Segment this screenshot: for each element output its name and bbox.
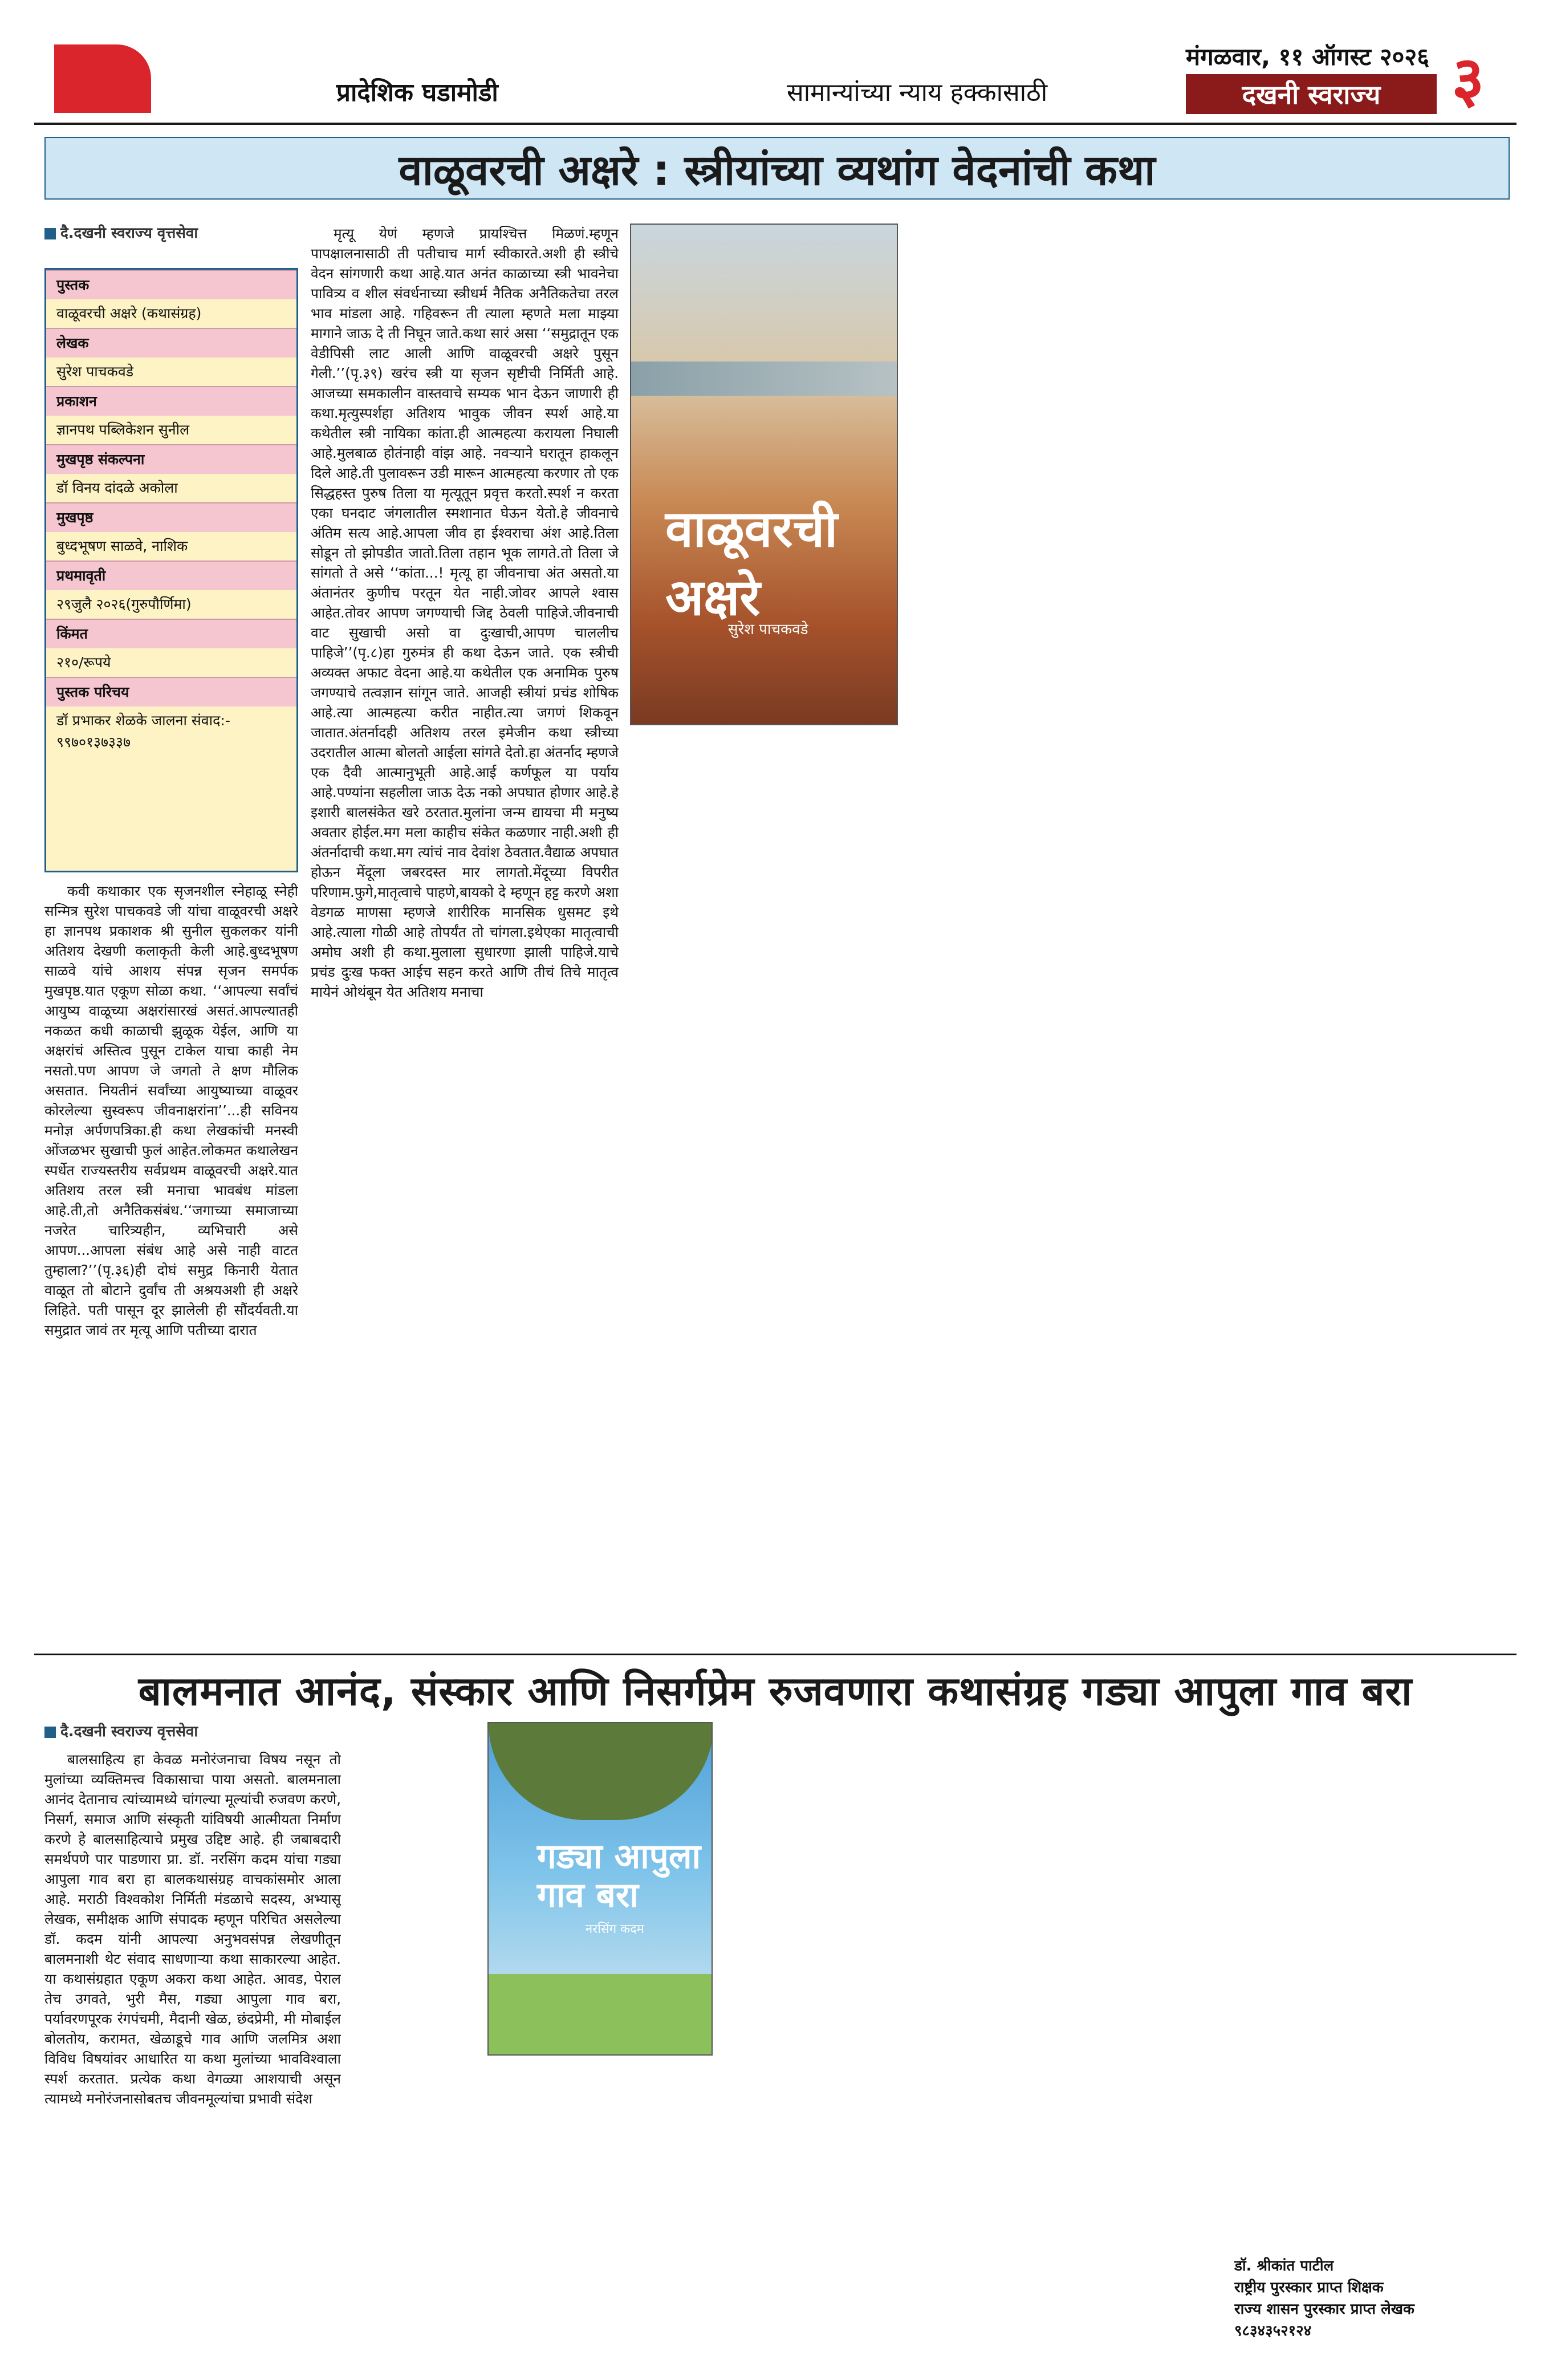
info-value: २१०/रूपये — [46, 648, 296, 677]
article2-headline-banner — [34, 1662, 1517, 1716]
author-signature — [1234, 2255, 1508, 2352]
article1-text: कवी कथाकार एक सृजनशील स्नेहाळू स्नेही सन्मित्र सुरेश पाचकवडे जी यांचा वाळूवरची अक्षरे हा ज्ञानपथ प्रकाशक श्री सुनील सुकलकर यांनी अतिशय देखणी कलाकृती केली आहे.बुध्दभूषण साळवे यांचे आशय संपन्न सृजन समर्पक मुखपृष्ठ.यात एकूण सोळा कथा. ‘‘आपल्या सर्वांचं आयुष्य वाळूच्या अक्षरांसारखं असतं.आपल्यातही नकळत कधी काळाची झुळूक येईल, आणि या अक्षरांचं अस्तित्व पुसून टाकेल याचा काही नेम नसतो.पण आपण जे जगतो ते क्षण मौलिक असतात. नियतीनं सर्वांच्या आयुष्याच्या वाळूवर कोरलेल्या सुस्वरूप जीवनाक्षरांना’’...ही सविनय मनोज्ञ अर्पणपत्रिका.ही कथा लेखकांची मनस्वी ओंजळभर सुखाची फुलं आहेत.लोकमत कथालेखन स्पर्धेत राज्यस्तरीय सर्वप्रथम वाळूवरची अक्षरे.यात अतिशय तरल स्त्री मनाचा भावबंध मांडला आहे.ती,तो अनैतिकसंबंध.‘‘जगाच्या समाजाच्या नजरेत चारित्र्यहीन, व्यभिचारी असे आपण...आपला संबंध आहे असे नाही वाटत तुम्हाला?’’(पृ.३६)ही दोघं समुद्र किनारी येतात वाळूत तो बोटाने दुर्वांच ती अश्रयअशी ही अक्षरे लिहिते. पती पासून दूर झालेली ही सौंदर्यवती.या समुद्रात जावं तर मृत्यू आणि पतीच्या दारात — [44, 883, 298, 1338]
cover-hills — [489, 1723, 713, 1820]
section-tagline: सामान्यांच्या न्याय हक्कासाठी — [787, 78, 1048, 107]
article1-column-1 — [44, 881, 298, 1634]
section-title: प्रादेशिक घडामोडी — [336, 78, 498, 107]
info-label: प्रथमावृती — [46, 561, 296, 590]
author-phone: ९८३४३५२१२४ — [1234, 2322, 1312, 2340]
author-credential: राज्य शासन पुरस्कार प्राप्त लेखक — [1234, 2301, 1415, 2318]
article2-column-1 — [44, 1749, 341, 2354]
info-value: ज्ञानपथ पब्लिकेशन सुनील — [46, 416, 296, 444]
info-label: पुस्तक — [46, 270, 296, 299]
author-name: डॉ. श्रीकांत पाटील — [1234, 2257, 1334, 2275]
article2-byline: दै.दखनी स्वराज्य वृत्तसेवा — [44, 1722, 307, 1745]
cover-title: गड्या आपुला गाव बरा — [537, 1837, 701, 1915]
info-label: मुखपृष्ठ — [46, 502, 296, 532]
info-label: पुस्तक परिचय — [46, 677, 296, 706]
cover-grass — [489, 1974, 713, 2056]
article2-headline: बालमनात आनंद, संस्कार आणि निसर्गप्रेम रुजवणारा कथासंग्रह गड्या आपुला गाव बरा — [138, 1667, 1413, 1715]
article1-column-2 — [311, 224, 619, 1638]
info-value: बुध्दभूषण साळवे, नाशिक — [46, 532, 296, 561]
info-label: लेखक — [46, 328, 296, 358]
article1-byline: दै.दखनी स्वराज्य वृत्तसेवा — [44, 224, 307, 246]
header-divider — [34, 123, 1517, 125]
cover-sea — [631, 362, 898, 396]
info-value: वाळूवरची अक्षरे (कथासंग्रह) — [46, 299, 296, 328]
book-cover-image — [487, 1722, 713, 2056]
byline-marker-icon — [44, 1727, 56, 1738]
article1-headline: वाळूवरची अक्षरे : स्त्रीयांच्या व्यथांग वेदनांची कथा — [399, 145, 1156, 195]
article1-text: मृत्यू येणं म्हणजे प्रायश्चित्त मिळणं.म्हणून पापक्षालनासाठी ती पतीचाच मार्ग स्वीकारते.अशी ही स्त्रीचे वेदन सांगणारी कथा आहे.यात अनंत काळाच्या स्त्री भावनेचा पावित्र्य व शील संवर्धनाच्या स्त्रीधर्म नैतिक अनैतिकतेचा तरल भाव मांडला आहे. गहिवरून ती त्याला म्हणते मला माझ्या मागाने जाऊ दे ती निघून जाते.कथा सारं असा ‘‘समुद्रातून एक वेडीपिसी लाट आली आणि वाळूवरची अक्षरे पुसून गेली.’’(पृ.३९) खरंच स्त्री या सृजन सृष्टीची निर्मिती आहे. आजच्या समकालीन वास्तवाचे सम्यक भान देऊन जाणारी ही कथा.मृत्युस्पर्शहा अतिशय भावुक जीवन स्पर्श आहे.या कथेतील स्त्री नायिका कांता.ही आत्महत्या करायला निघाली आहे.मुलबाळ होतंनाही वांझ आहे. नवऱ्याने घरातून हाकलून दिले आहे.ती पुलावरून उडी मारून आत्महत्या करणार तो एक सिद्धहस्त पुरुष तिला या मृत्यूतून प्रवृत्त करतो.स्पर्श न करता एका घनदाट जंगलातील स्मशानात घेऊन येतो.हे जीवनाचे अंतिम सत्य आहे.आपला जीव हा ईश्वराचा अंश आहे.तिला सोडून तो झोपडीत जातो.तिला तहान भूक लागते.तो तिला जे सांगतो ते असे ‘‘कांता...! मृत्यू हा जीवनाचा अंत असतो.या अंतानंतर कुणीच परतून येत नाही.जोवर आपले श्वास आहेत.तोवर आपण जगण्याची जिद्द ठेवली पाहिजे.जीवनाची वाट सुखाची असो वा दुःखाची,आपण चाललीच पाहिजे’’(पृ.८)हा गुरुमंत्र ही कथा देऊन जाते. एक स्त्रीची अव्यक्त अफाट वेदना आहे.या कथेतील एक अनामिक पुरुष जगण्याचे तत्वज्ञान सांगून जाते. आजही स्त्रीयां प्रचंड शोषिक आहे.त्या आत्महत्या करीत नाहीत.त्या जगणं शिकवून जातात.अंतर्नादही अतिशय तरल इमेजीन कथा स्त्रीच्या उदरातील आत्मा बोलतो आईला सांगते देतो.हा अंतर्नाद म्हणजे एक दैवी आत्मानुभूती आहे.आई कर्णफूल या पर्याय आहे.पण्यांना सहलीला जाऊ देऊ नको अपघात होणार आहे.हे इशारी बालसंकेत खरे ठरतात.मुलांना जन्म द्यायचा मी मनुष्य अवतार होईल.मग मला काहीच संकेत कळणार नाही.अशी ही अंतर्नादाची कथा.मग त्यांचं नाव देवांश ठेवतात.वैद्याळ अपघात होऊन मेंदूला जबरदस्त मार लागतो.मेंदूच्या विपरीत परिणाम.फुगे,मातृत्वाचे पाहणे,बायको दे म्हणून हट्ट करणे अशा वेडगळ माणसा म्हणजे शारीरिक मानसिक धुसमट इथे आहे.त्याला गोळी आहे तोपर्यंत तो चांगला.इथेएका मातृत्वाची अमोघ अशी ही कथा.मुलाला सुधारणा झाली पाहिजे.याचे प्रचंड दुःख फक्त आईच सहन करते आणि तीचं तिचे मातृत्व मायेनं ओथंबून येत अतिशय मनाचा — [311, 225, 619, 1000]
byline-marker-icon — [44, 228, 56, 239]
article2-text: बालसाहित्य हा केवळ मनोरंजनाचा विषय नसून तो मुलांच्या व्यक्तिमत्त्व विकासाचा पाया असतो. बालमनाला आनंद देतानाच त्यांच्यामध्ये चांगल्या मूल्यांची रुजवण करणे, निसर्ग, समाज आणि संस्कृती यांविषयी आत्मीयता निर्माण करणे हे बालसाहित्याचे प्रमुख उद्दिष्ट आहे. ही जबाबदारी समर्थपणे पार पाडणारा प्रा. डॉ. नरसिंग कदम यांचा गड्या आपुला गाव बरा हा बालकथासंग्रह वाचकांसमोर आला आहे. मराठी विश्वकोश निर्मिती मंडळाचे सदस्य, अभ्यासू लेखक, समीक्षक आणि संपादक म्हणून परिचित असलेल्या डॉ. कदम यांनी आपल्या अनुभवसंपन्न लेखणीतून बालमनाशी थेट संवाद साधणाऱ्या कथा साकारल्या आहेत. या कथासंग्रहात एकूण अकरा कथा आहेत. आवड, पेराल तेच उगवते, भुरी मैस, गड्या आपुला गाव बरा, पर्यावरणपूरक रंगपंचमी, मैदानी खेळ, छंदप्रेमी, मी मोबाईल बोलतोय, करामत, खेळाडूचे गाव आणि जलमित्र अशा विविध विषयांवर आधारित या कथा मुलांच्या भावविश्वाला स्पर्श करतात. प्रत्येक कथा वेगळ्या आशयाची असून त्यामध्ये मनोरंजनासोबतच जीवनमूल्यांचा प्रभावी संदेश — [44, 1751, 341, 2107]
masthead-logo: दखनी स्वराज्य — [1186, 74, 1437, 114]
author-credential: राष्ट्रीय पुरस्कार प्राप्त शिक्षक — [1234, 2279, 1384, 2296]
book-cover-image — [630, 224, 898, 725]
book-info-box — [44, 268, 298, 872]
issue-date: मंगळवार, ११ ऑगस्ट २०२६ — [1186, 43, 1430, 71]
page-number: ३ — [1452, 43, 1485, 116]
section-marker — [54, 44, 151, 113]
info-value: सुरेश पाचकवडे — [46, 358, 296, 386]
cover-author: नरसिंग कदम — [586, 1922, 644, 1936]
info-label: प्रकाशन — [46, 386, 296, 416]
article1-headline-banner — [44, 137, 1510, 200]
article-divider — [34, 1654, 1517, 1655]
page-header — [0, 0, 1549, 125]
info-label: किंमत — [46, 619, 296, 648]
info-value: डॉ विनय दांदळे अकोला — [46, 474, 296, 502]
info-label: मुखपृष्ठ संकल्पना — [46, 444, 296, 474]
info-value: २९जुलै २०२६(गुरुपौर्णिमा) — [46, 590, 296, 619]
info-value: डॉ प्रभाकर शेळके जालना संवाद:- ९९७०१३७३३७ — [46, 706, 296, 757]
cover-author: सुरेश पाचकवडे — [728, 621, 808, 638]
cover-title: वाळूवरची अक्षरे — [665, 499, 838, 627]
